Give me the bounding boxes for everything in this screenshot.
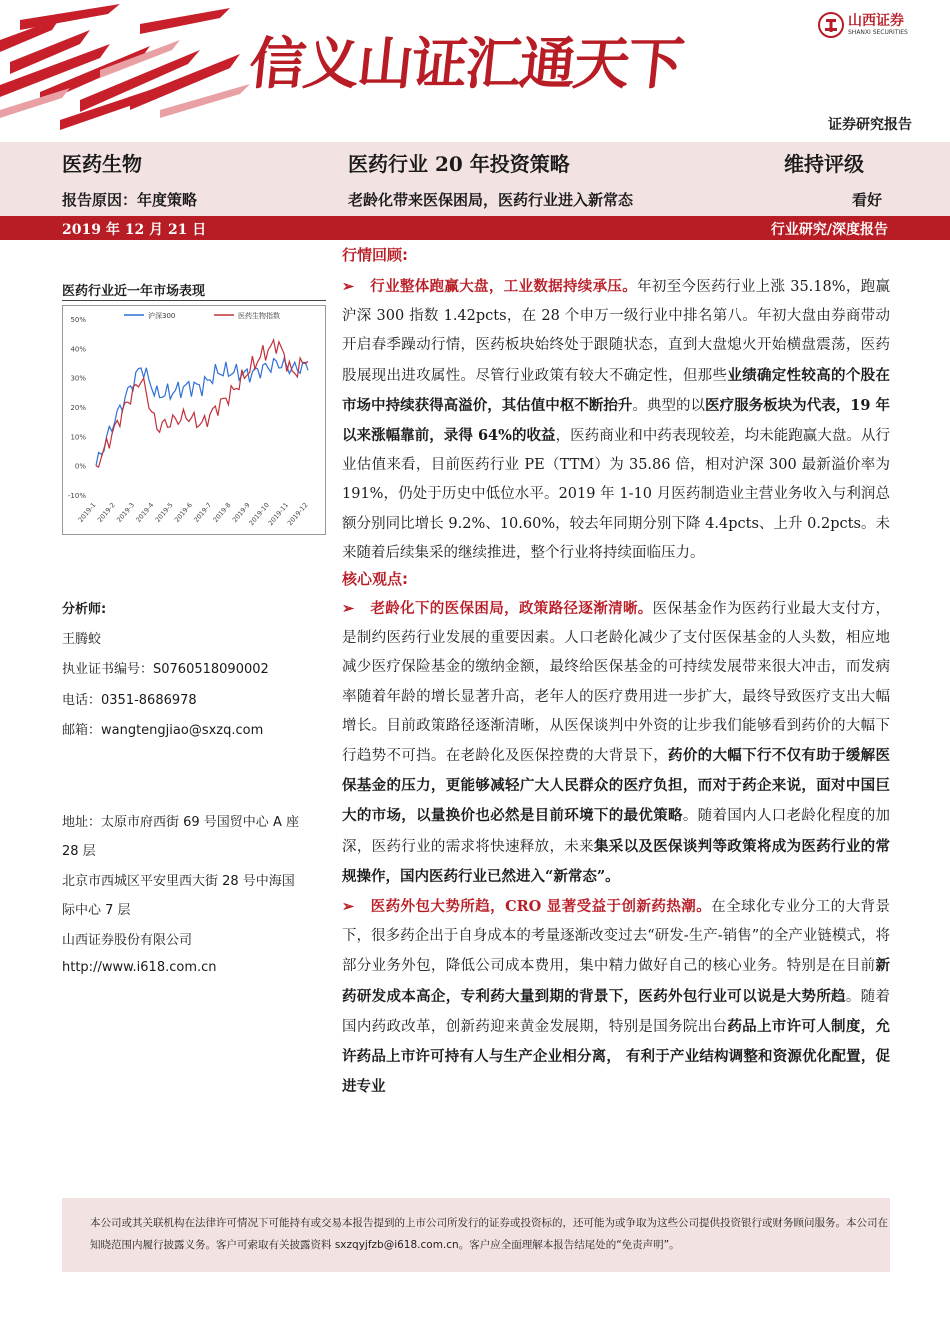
legend-label: 沪深300 <box>148 312 176 320</box>
chart-title: 医药行业近一年市场表现 <box>62 284 206 299</box>
series-line <box>96 359 308 466</box>
industry-label: 医药生物 <box>62 152 142 176</box>
bullet-arrow-icon: ➢ <box>342 278 371 295</box>
section-title: 行情回顾: <box>342 246 408 264</box>
company-logo <box>818 12 908 38</box>
text: 在全球化专业分工的大背景下，很多药企出于自身成本的考量逐渐改变过去“研发-生产-销售”的全产业链模式，将部分业务外包，降低公司成本费用，集中精力做好自己的核心业务。特别是在目前 <box>342 899 891 975</box>
footer-disclaimer-box <box>62 1198 890 1272</box>
y-tick-label: 50% <box>70 316 86 324</box>
paragraph <box>342 272 890 568</box>
x-tick-label: 2019-10 <box>247 501 271 528</box>
emphasis: 业绩确定性较高的个股在市场中持续获得高溢价，其估值中枢不断抬升 <box>342 366 891 414</box>
company-logo-en: SHANXI SECURITIES <box>848 29 908 36</box>
report-type: 证券研究报告 <box>828 117 912 133</box>
main-content <box>342 244 890 1102</box>
address-line: 28 层 <box>62 844 96 859</box>
emphasis: 药价的大幅下行不仅有助于缓解医保基金的压力，更能够减轻广大人民群众的医疗负担，而对于药企来说，面对中国巨大的市场，以量换价也必然是目前环境下的最优策略 <box>342 747 891 825</box>
website-link[interactable]: http://www.i618.com.cn <box>62 960 217 975</box>
report-category: 行业研究/深度报告 <box>770 222 888 238</box>
phone: 电话：0351-8686978 <box>62 693 197 708</box>
y-tick-label: 40% <box>70 345 86 354</box>
emphasis: 新药研发成本高企，专利药大量到期的背景下，医药外包行业可以说是大势所趋 <box>342 957 890 1005</box>
disclaimer: 本公司或其关联机构在法律许可情况下可能持有或交易本报告提到的上市公司所发行的证券或投资标的，还可能为或争取为这些公司提供投资银行或财务顾问服务。本公司在知晓范围内履行披露义务。客户可索取有关披露资料 sxzqyjfzb@i618.com.cn。客户应全面理解本报告结尾处的“免责声明”。 <box>90 1217 888 1251</box>
analyst-label: 分析师: <box>62 602 107 617</box>
company-name: 山西证券股份有限公司 <box>62 933 193 948</box>
analyst-name: 王腾蛟 <box>62 632 102 647</box>
x-tick-label: 2019-2 <box>95 501 117 524</box>
text: ，医药商业和中药表现较差，均未能跑赢大盘。从行业估值来看，目前医药行业 PE（TTM）为 35.86 倍，相对沪深 300 最新溢价率为 191%，仍处于历史中低位水平。2019 年 1-10 月医药制造业主营业务收入与利润总额分别同比增长 9.2%、10.60%，较去年同期分别下降 4.4pcts、上升 0.2pcts。未来随着后续集采的继续推进，整个行业将持续面临压力。 <box>342 428 890 561</box>
paragraph <box>342 892 890 1102</box>
divider <box>62 300 326 301</box>
rating-value: 看好 <box>852 191 883 209</box>
slogan: 信义山证汇通天下 <box>246 32 685 97</box>
subtitle: 老龄化带来医保困局，医药行业进入新常态 <box>348 191 634 209</box>
bullet-lead: 医药外包大势所趋，CRO 显著受益于创新药热潮。 <box>370 898 712 916</box>
bullet-arrow-icon: ➢ <box>342 600 371 618</box>
chart-frame <box>63 306 326 535</box>
text: 年初至今医药行业上涨 35.18%，跑赢沪深 300 指数 1.42pcts，在 28 个申万一级行业中排名第八。年初大盘由券商带动开启春季躁动行情，医药板块始终处于跟随状态，直到大盘熄火开始横盘震荡，医药股展现出进攻属性。尽管行业政策有较大不确定性，但那些 <box>342 279 890 384</box>
y-tick-label: 30% <box>70 374 86 383</box>
certificate-number: 执业证书编号：S0760518090002 <box>62 662 269 677</box>
company-logo-cn: 山西证券 <box>848 13 904 29</box>
paragraph <box>342 594 890 892</box>
address-line: 地址：太原市府西街 69 号国贸中心 A 座 <box>62 815 299 830</box>
report-date: 2019 年 12 月 21 日 <box>62 222 207 238</box>
header-band <box>0 142 950 216</box>
text: 。典型的以 <box>632 397 706 414</box>
x-tick-label: 2019-1 <box>76 501 98 524</box>
text: 医保基金作为医药行业最大支付方，是制约医药行业发展的重要因素。人口老龄化减少了支付医保基金的人头数，相应地减少医疗保险基金的缴纳金额，最终给医保基金的可持续发展带来很大冲击，而发病率随着年龄的增长显著升高，老年人的医疗费用进一步扩大，最终导致医疗支出大幅增长。目前政策路径逐渐清晰，从医保谈判中外资的让步我们能够看到药价的大幅下行趋势不可挡。在老龄化及医保控费的大背景下， <box>342 601 891 765</box>
y-tick-label: -10% <box>67 492 86 500</box>
bullet-lead: 行业整体跑赢大盘，工业数据持续承压。 <box>370 278 638 295</box>
x-tick-label: 2019-12 <box>285 501 310 528</box>
x-tick-label: 2019-9 <box>230 501 252 524</box>
series-line <box>96 340 308 467</box>
x-tick-label: 2019-7 <box>192 501 214 524</box>
emphasis: 医疗服务板块为代表，19 年以来涨幅靠前，录得 64%的收益 <box>342 396 891 445</box>
y-tick-label: 10% <box>70 433 86 442</box>
rating-label: 维持评级 <box>784 152 864 176</box>
page-title: 医药行业 20 年投资策略 <box>348 152 570 176</box>
x-tick-label: 2019-3 <box>115 501 137 524</box>
header-banner <box>0 0 950 140</box>
y-tick-label: 0% <box>74 462 86 471</box>
section-title: 核心观点: <box>342 570 408 589</box>
legend-label: 医药生物指数 <box>238 312 280 320</box>
x-tick-label: 2019-4 <box>134 501 156 524</box>
bullet-arrow-icon: ➢ <box>342 898 371 916</box>
x-tick-label: 2019-5 <box>153 501 175 524</box>
date-bar <box>0 216 950 240</box>
y-tick-label: 20% <box>70 404 86 412</box>
report-reason: 报告原因：年度策略 <box>62 191 198 209</box>
text: 。随着国内药政改革，创新药迎来黄金发展期，特别是国务院出台 <box>342 988 890 1035</box>
x-tick-label: 2019-11 <box>266 501 291 528</box>
market-performance-chart <box>62 305 326 535</box>
emphasis: 有利于产业结构调整和资源优化配置，促进专业 <box>342 1048 891 1096</box>
x-tick-label: 2019-6 <box>172 501 194 524</box>
emphasis: 集采以及医保谈判等政策将成为医药行业的常规操作，国内医药行业已然进入“新常态”。 <box>342 837 891 885</box>
emphasis: 药品上市许可人制度，允许药品上市许可持有人与生产企业相分离， <box>342 1017 891 1066</box>
company-logo-icon <box>818 12 844 38</box>
x-tick-label: 2019-8 <box>211 501 233 524</box>
bullet-lead: 老龄化下的医保困局，政策路径逐渐清晰。 <box>370 600 653 618</box>
address-line: 北京市西城区平安里西大街 28 号中海国 <box>62 874 295 889</box>
email[interactable]: 邮箱：wangtengjiao@sxzq.com <box>62 723 264 738</box>
text: 。随着国内人口老龄化程度的加深，医药行业的需求将快速释放，未来 <box>342 808 891 855</box>
address-line: 际中心 7 层 <box>62 903 131 918</box>
